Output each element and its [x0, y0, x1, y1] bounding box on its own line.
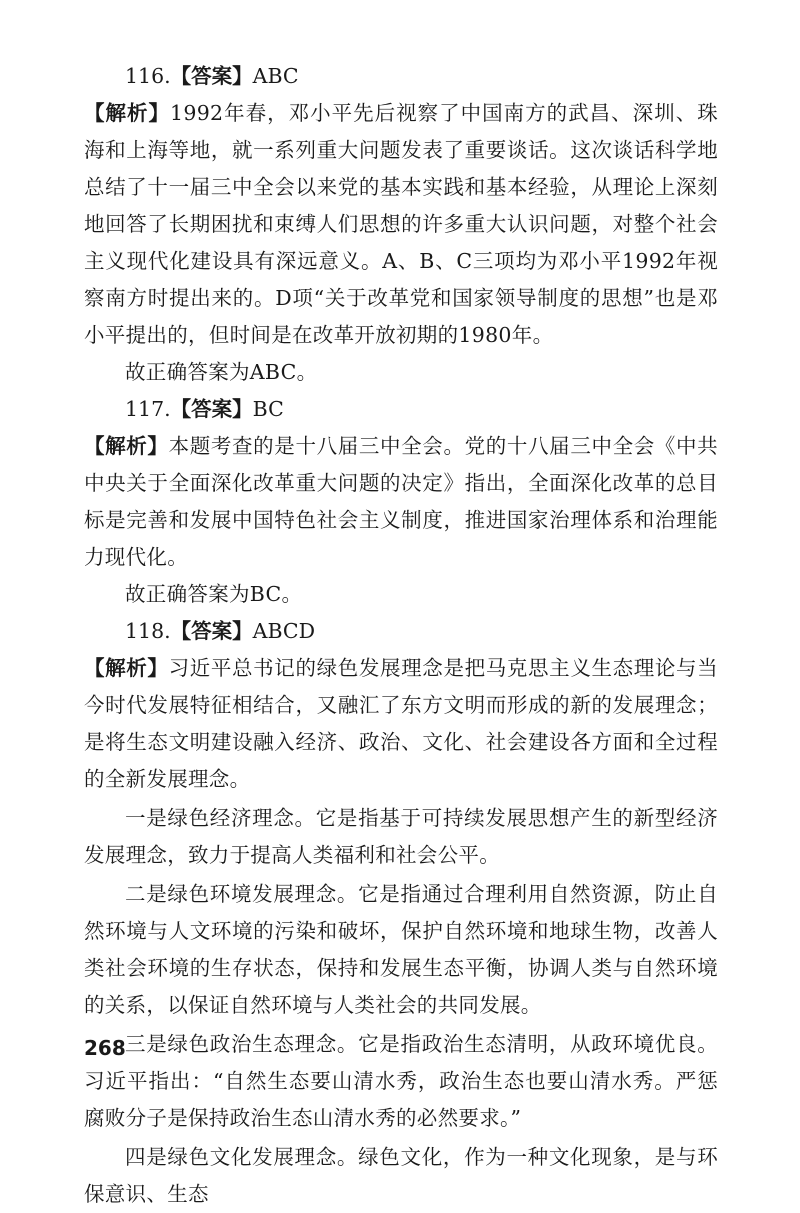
analysis-tag: 【解析】: [84, 434, 169, 458]
page-number: 268: [84, 1036, 126, 1060]
question-number: 116.: [125, 64, 171, 88]
analysis-118: [84, 650, 718, 798]
answer-value: ABCD: [252, 619, 316, 643]
document-body: [84, 58, 718, 1213]
answer-tag: 【答案】: [170, 64, 253, 88]
answer-tag: 【答案】: [170, 397, 253, 421]
analysis-tag: 【解析】: [84, 101, 171, 125]
paragraph-green-economy: 一是绿色经济理念。它是指基于可持续发展思想产生的新型经济发展理念，致力于提高人类福利和社会公平。: [84, 806, 718, 867]
question-number: 118.: [125, 619, 171, 643]
answer-line-117: [84, 391, 718, 428]
paragraph-green-environment: 二是绿色环境发展理念。它是指通过合理利用自然资源，防止自然环境与人文环境的污染和破坏，保护自然环境和地球生物，改善人类社会环境的生存状态，保持和发展生态平衡，协调人类与自然环境的关系，以保证自然环境与人类社会的共同发展。: [84, 882, 718, 1017]
conclusion-116: 故正确答案为ABC。: [125, 360, 318, 384]
question-number: 117.: [125, 397, 171, 421]
paragraph-green-culture: 四是绿色文化发展理念。绿色文化，作为一种文化现象，是与环保意识、生态: [84, 1145, 718, 1206]
analysis-text: 1992年春，邓小平先后视察了中国南方的武昌、深圳、珠海和上海等地，就一系列重大问题发表了重要谈话。这次谈话科学地总结了十一届三中全会以来党的基本实践和基本经验，从理论上深刻地回答了长期困扰和束缚人们思想的许多重大认识问题，对整个社会主义现代化建设具有深远意义。A、B、C三项均为邓小平1992年视察南方时提出来的。D项“关于改革党和国家领导制度的思想”也是邓小平提出的，但时间是在改革开放初期的1980年。: [84, 101, 718, 347]
answer-value: BC: [252, 397, 284, 421]
paragraph-green-politics: 三是绿色政治生态理念。它是指政治生态清明，从政环境优良。习近平指出：“自然生态要山清水秀，政治生态也要山清水秀。严惩腐败分子是保持政治生态山清水秀的必然要求。”: [84, 1032, 718, 1130]
analysis-text: 本题考查的是十八届三中全会。党的十八届三中全会《中共中央关于全面深化改革重大问题的决定》指出，全面深化改革的总目标是完善和发展中国特色社会主义制度，推进国家治理体系和治理能力现代化。: [84, 434, 718, 569]
answer-value: ABC: [252, 64, 299, 88]
analysis-116: [84, 95, 718, 354]
answer-line-116: [84, 58, 718, 95]
answer-line-118: [84, 613, 718, 650]
answer-tag: 【答案】: [170, 619, 253, 643]
conclusion-117: 故正确答案为BC。: [125, 582, 303, 606]
analysis-text: 习近平总书记的绿色发展理念是把马克思主义生态理论与当今时代发展特征相结合，又融汇了东方文明而形成的新的发展理念；是将生态文明建设融入经济、政治、文化、社会建设各方面和全过程的全新发展理念。: [84, 656, 718, 791]
analysis-117: [84, 428, 718, 576]
analysis-tag: 【解析】: [84, 656, 169, 680]
